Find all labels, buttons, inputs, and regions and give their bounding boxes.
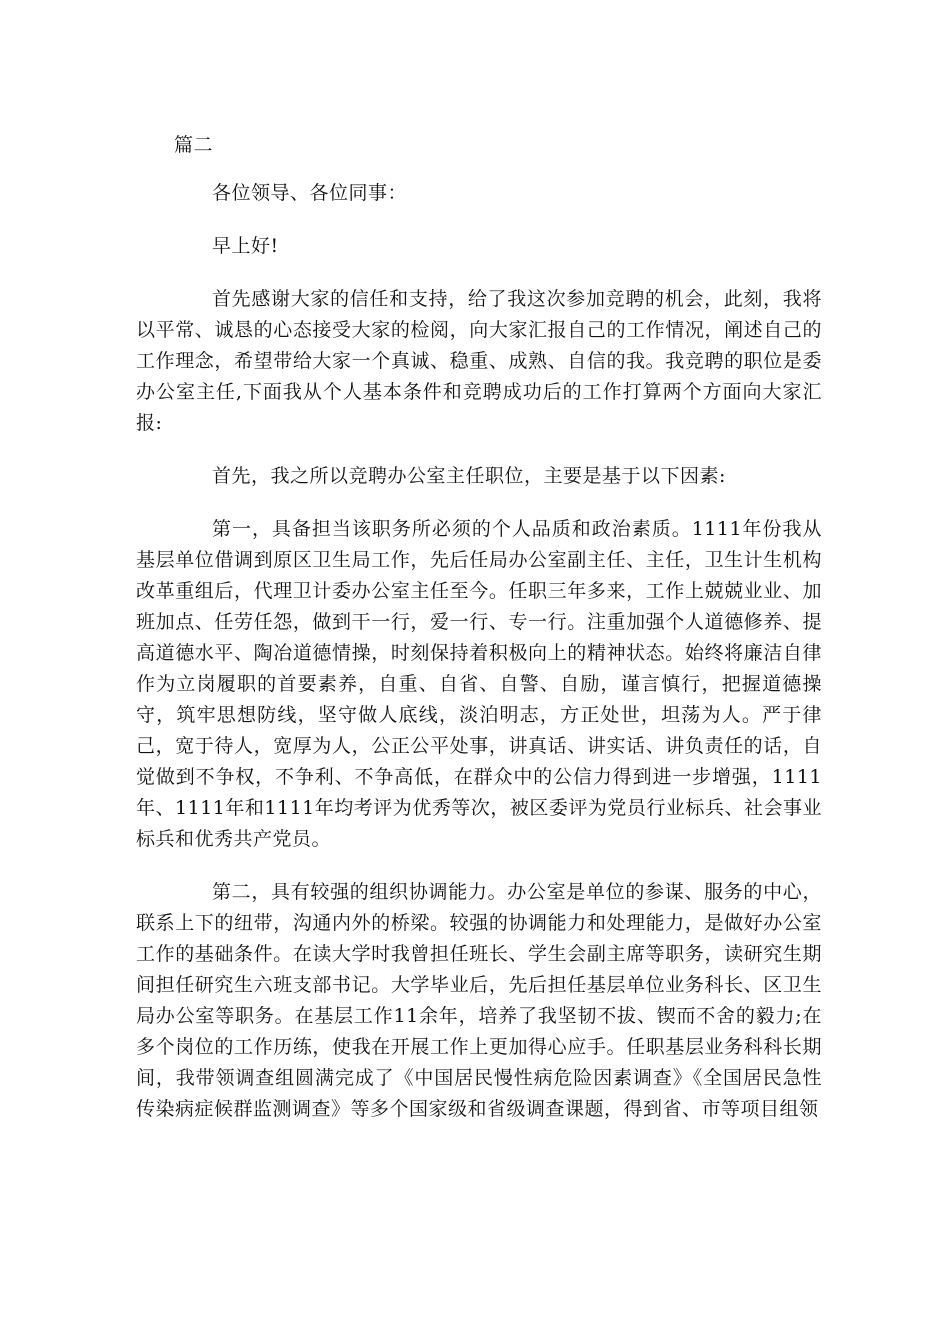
paragraph-intro: 首先感谢大家的信任和支持，给了我这次参加竞聘的机会，此刻，我将以平常、诚恳的心态接受大家的检阅，向大家汇报自己的工作情况，阐述自己的工作理念，希望带给大家一个真诚、稳重、成熟、自信的我。我竞聘的职位是委办公室主任,下面我从个人基本条件和竞聘成功后的工作打算两个方面向大家汇报: (136, 288, 822, 434)
paragraph-reasons-lead: 首先，我之所以竞聘办公室主任职位，主要是基于以下因素: (212, 465, 726, 487)
paragraph-second-reason: 第二，具有较强的组织协调能力。办公室是单位的参谋、服务的中心，联系上下的纽带，沟通内外的桥梁。较强的协调能力和处理能力，是做好办公室工作的基础条件。在读大学时我曾担任班长、学生会副主席等职务，读研究生期间担任研究生六班支部书记。大学毕业后，先后担任基层单位业务科长、区卫生局办公室等职务。在基层工作11余年，培养了我坚韧不拔、锲而不舍的毅力;在多个岗位的工作历练，使我在开展工作上更加得心应手。任职基层业务科科长期间，我带领调查组圆满完成了《中国居民慢性病危险因素调查》《全国居民急性传染病症候群监测调查》等多个国家级和省级调查课题，得到省、市等项目组领 (136, 881, 822, 1120)
paragraph-first-reason: 第一，具备担当该职务所必须的个人品质和政治素质。1111年份我从基层单位借调到原区卫生局工作，先后任局办公室副主任、主任，卫生计生机构改革重组后，代理卫计委办公室主任至今。任职三年多来，工作上兢兢业业、加班加点、任劳任怨，做到干一行，爱一行、专一行。注重加强个人道德修养、提高道德水平、陶冶道德情操，时刻保持着积极向上的精神状态。始终将廉洁自律作为立岗履职的首要素养，自重、自省、自警、自励，谨言慎行，把握道德操守，筑牢思想防线，坚守做人底线，淡泊明志，方正处世，坦荡为人。严于律己，宽于待人，宽厚为人，公正公平处事，讲真话、讲实话、讲负责任的话，自觉做到不争权，不争利、不争高低，在群众中的公信力得到进一步增强，1111年、1111年和1111年均考评为优秀等次，被区委评为党员行业标兵、社会事业标兵和优秀共产党员。 (136, 518, 822, 850)
section-heading: 篇二 (174, 134, 214, 156)
greeting: 早上好! (212, 235, 279, 257)
salutation: 各位领导、各位同事： (212, 182, 408, 204)
document-body (136, 130, 822, 1147)
